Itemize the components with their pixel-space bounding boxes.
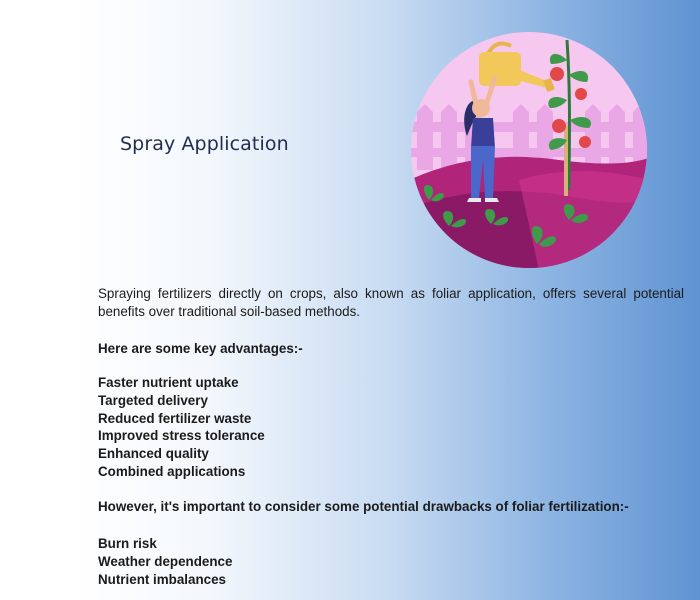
list-item: Enhanced quality [98, 446, 209, 462]
list-item: Nutrient imbalances [98, 571, 226, 587]
list-item: Weather dependence [98, 553, 233, 569]
advantages-list [98, 374, 265, 481]
drawbacks-heading: However, it's important to consider some potential drawbacks of foliar fertilization:- [98, 499, 629, 514]
list-item: Reduced fertilizer waste [98, 410, 252, 426]
list-item: Faster nutrient uptake [98, 375, 239, 390]
intro-paragraph: Spraying fertilizers directly on crops, also known as foliar application, offers several potential benefits over traditional soil-based methods. [98, 286, 684, 319]
list-item: Burn risk [98, 536, 157, 551]
list-item: Improved stress tolerance [98, 428, 265, 444]
drawbacks-list [98, 535, 232, 588]
list-item: Targeted delivery [98, 392, 208, 408]
list-item: Combined applications [98, 463, 246, 479]
advantages-heading: Here are some key advantages:- [98, 341, 303, 356]
gardener-watering-illustration [409, 30, 649, 270]
slide-title: Spray Application [120, 133, 289, 155]
